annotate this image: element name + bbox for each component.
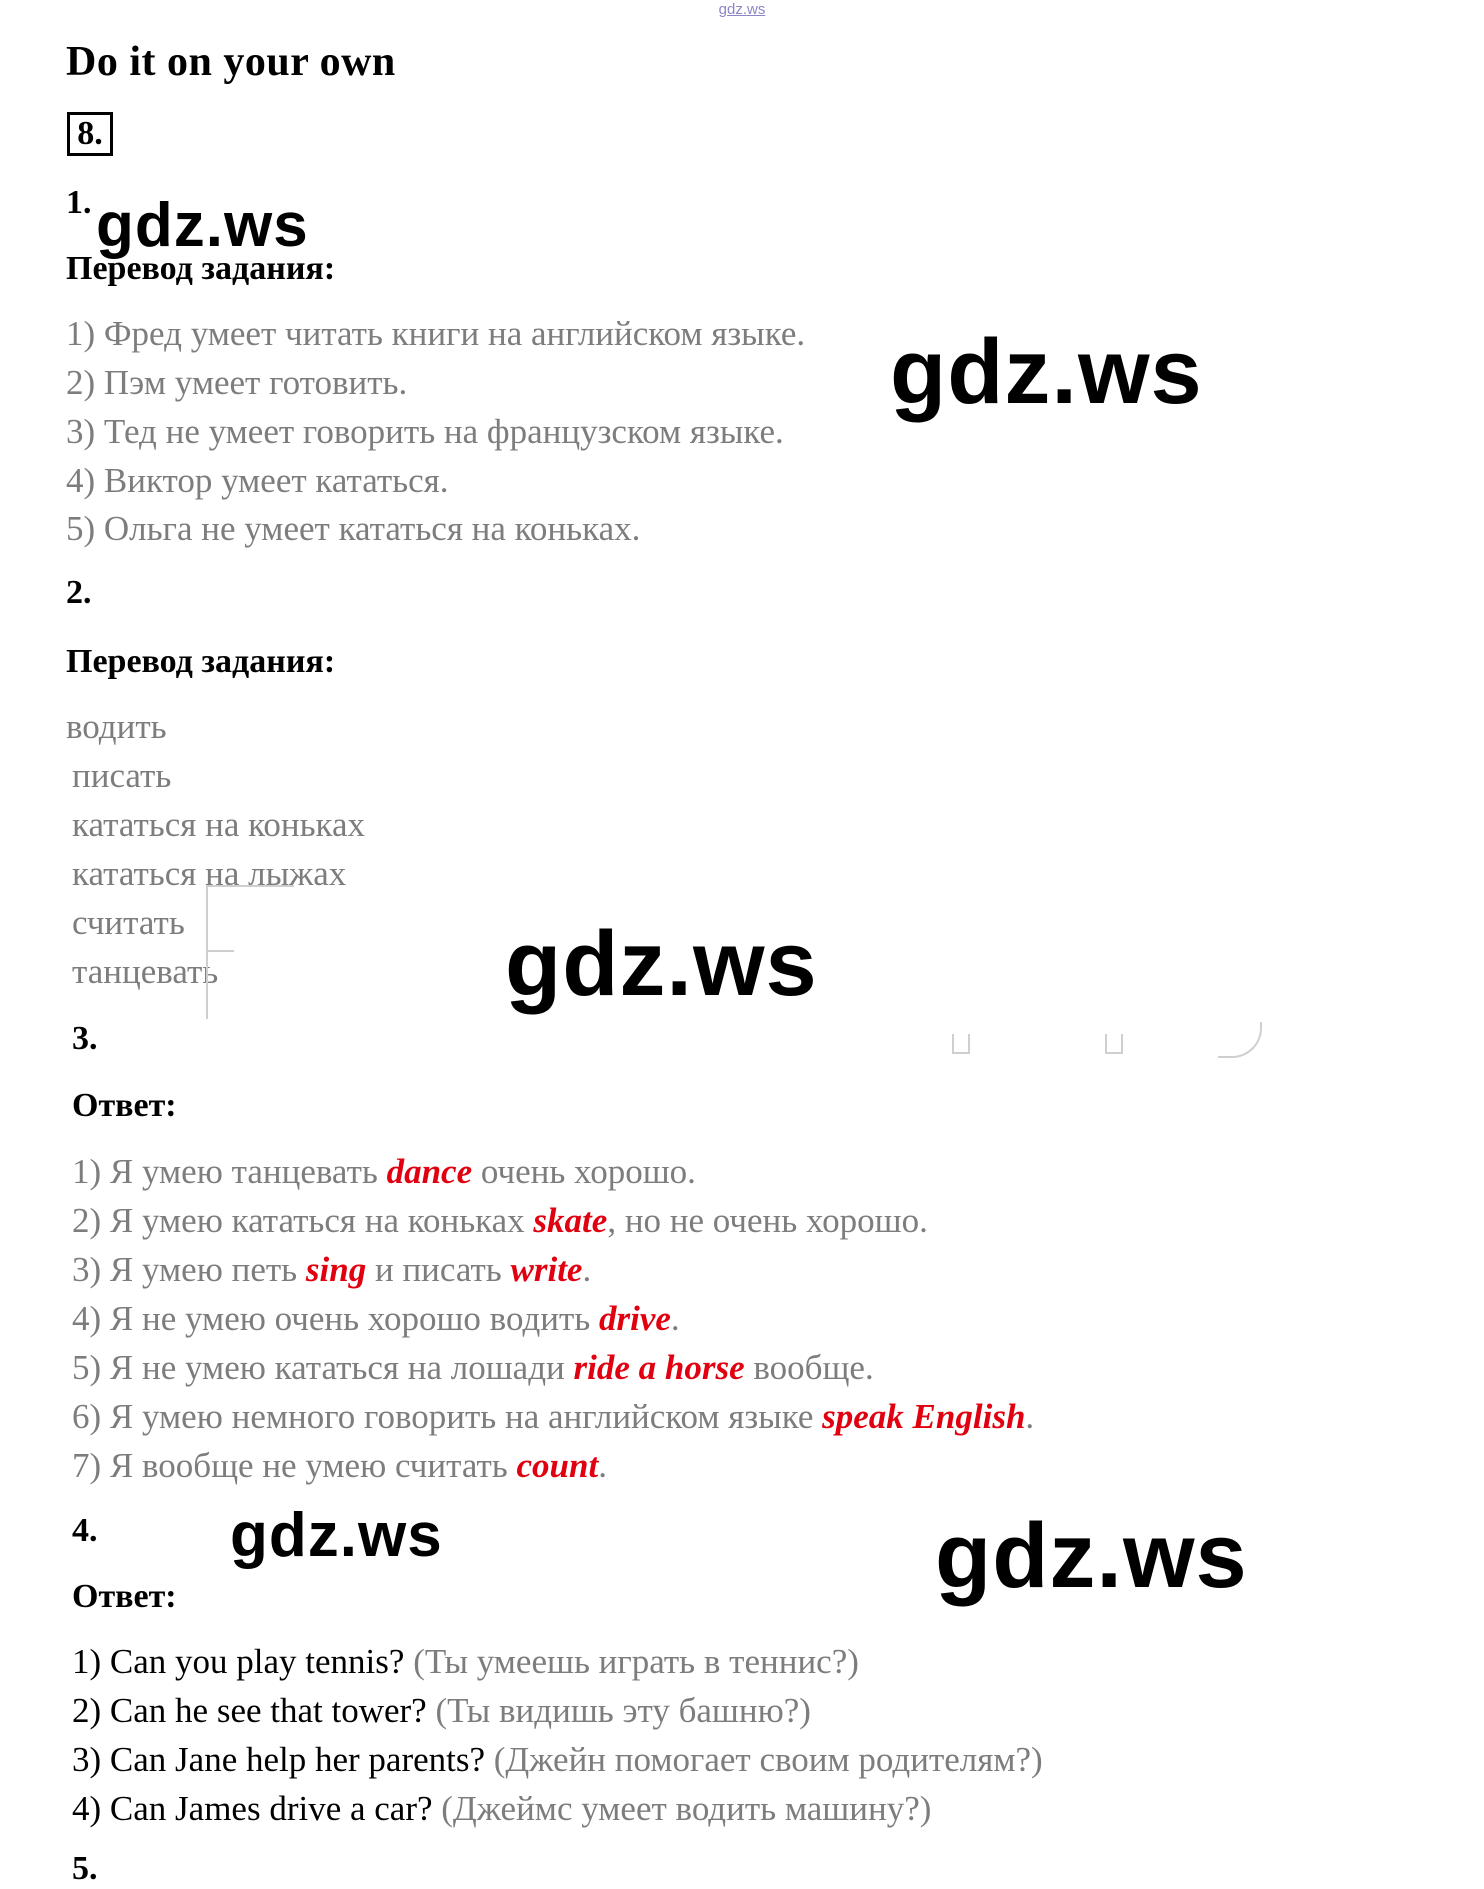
ghost-mark (1218, 1022, 1262, 1058)
section-2-line: писать (72, 756, 172, 795)
section-1-heading: Перевод задания: (66, 250, 336, 287)
section-1-number: 1. (66, 184, 92, 221)
task-number-box: 8. (67, 112, 113, 156)
answer-line: 7) Я вообще не умею считать count. (72, 1446, 607, 1485)
answer-word: dance (386, 1152, 473, 1191)
section-1-line: 5) Ольга не умеет кататься на коньках. (66, 509, 641, 548)
answer-line: 3) Can Jane help her parents? (Джейн помогает своим родителям?) (72, 1740, 1043, 1779)
watermark: gdz.ws (935, 1505, 1248, 1607)
section-1-line: 4) Виктор умеет кататься. (66, 461, 449, 500)
answer-word: ride a horse (573, 1348, 745, 1387)
section-3-number: 3. (72, 1020, 98, 1057)
section-1-line: 1) Фред умеет читать книги на английском языке. (66, 314, 806, 353)
answer-word: skate (533, 1201, 608, 1240)
answer-line: 2) Can he see that tower? (Ты видишь эту башню?) (72, 1691, 811, 1730)
section-2-line: считать (72, 903, 185, 942)
answer-line: 5) Я не умею кататься на лошади ride a horse вообще. (72, 1348, 874, 1387)
page-title: Do it on your own (66, 39, 396, 85)
answer-word: count (516, 1446, 599, 1485)
section-4-heading: Ответ: (72, 1578, 177, 1615)
section-2-heading: Перевод задания: (66, 643, 336, 680)
answer-line: 4) Can James drive a car? (Джеймс умеет водить машину?) (72, 1789, 932, 1828)
answer-line: 4) Я не умею очень хорошо водить drive. (72, 1299, 680, 1338)
answer-line: 1) Can you play tennis? (Ты умеешь играть в теннис?) (72, 1642, 859, 1681)
watermark: gdz.ws (505, 913, 818, 1015)
answer-line: 6) Я умею немного говорить на английском языке speak English. (72, 1397, 1035, 1436)
section-5-number: 5. (72, 1850, 98, 1887)
answer-word: speak English (822, 1397, 1026, 1436)
answer-line: 3) Я умею петь sing и писать write. (72, 1250, 592, 1289)
ghost-letter-shape (206, 950, 234, 952)
section-3-heading: Ответ: (72, 1087, 177, 1124)
watermark: gdz.ws (96, 191, 309, 260)
section-4-number: 4. (72, 1512, 98, 1549)
ghost-letter-shape (206, 885, 294, 1019)
section-2-line: танцевать (72, 952, 219, 991)
answer-word: drive (599, 1299, 671, 1338)
answer-line: 2) Я умею кататься на коньках skate, но не очень хорошо. (72, 1201, 928, 1240)
section-2-number: 2. (66, 574, 92, 611)
section-1-line: 3) Тед не умеет говорить на французском языке. (66, 412, 784, 451)
answer-word: write (510, 1250, 583, 1289)
section-2-line: водить (66, 707, 167, 746)
section-2-line: кататься на коньках (72, 805, 366, 844)
ghost-mark (1105, 1034, 1123, 1054)
section-1-line: 2) Пэм умеет готовить. (66, 363, 408, 402)
watermark: gdz.ws (230, 1501, 443, 1570)
answer-word: sing (305, 1250, 367, 1289)
ghost-mark (952, 1034, 970, 1054)
section-2-line: кататься на лыжах (72, 854, 347, 893)
top-watermark: gdz.ws (718, 1, 766, 18)
watermark: gdz.ws (890, 321, 1203, 423)
answer-line: 1) Я умею танцевать dance очень хорошо. (72, 1152, 696, 1191)
